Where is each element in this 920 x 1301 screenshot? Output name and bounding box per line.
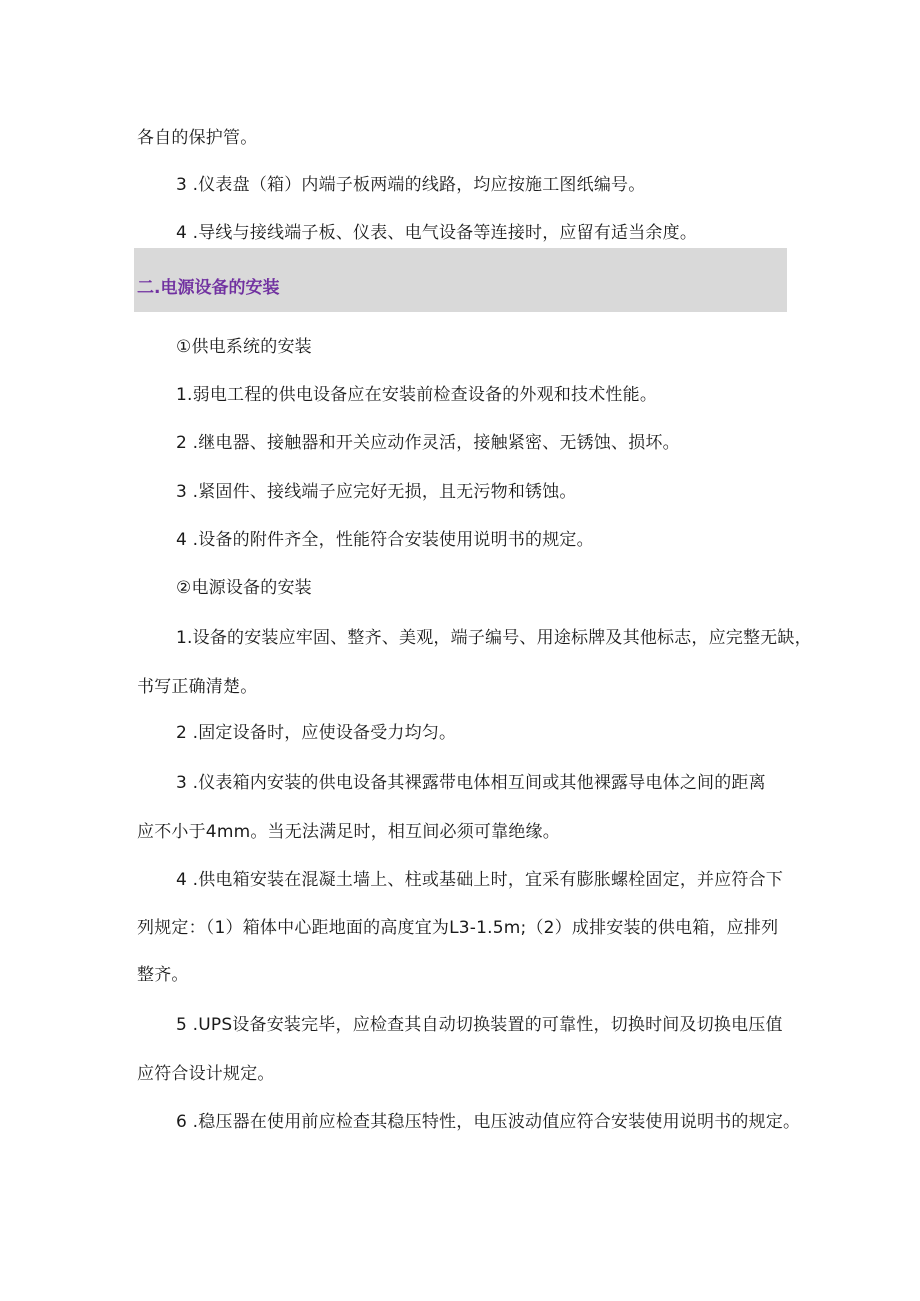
paragraph-line: 应符合设计规定。 xyxy=(137,1064,275,1084)
section-title: 二.电源设备的安装 xyxy=(137,278,280,298)
list-item: 3 .仪表盘（箱）内端子板两端的线路，均应按施工图纸编号。 xyxy=(176,175,646,195)
list-item: 3 .紧固件、接线端子应完好无损，且无污物和锈蚀。 xyxy=(176,482,577,502)
list-item: 4 .导线与接线端子板、仪表、电气设备等连接时，应留有适当余度。 xyxy=(176,223,698,243)
list-item: 6 .稳压器在使用前应检查其稳压特性，电压波动值应符合安装使用说明书的规定。 xyxy=(176,1112,801,1132)
list-item: 1.弱电工程的供电设备应在安装前检查设备的外观和技术性能。 xyxy=(176,385,658,405)
list-item: 1.设备的安装应牢固、整齐、美观，端子编号、用途标牌及其他标志，应完整无缺， xyxy=(176,628,812,648)
list-item: 4 .设备的附件齐全，性能符合安装使用说明书的规定。 xyxy=(176,530,594,550)
list-item: 5 .UPS设备安装完毕，应检查其自动切换装置的可靠性，切换时间及切换电压值 xyxy=(176,1015,783,1035)
list-item: 4 .供电箱安装在混凝土墙上、柱或基础上时，宜采有膨胀螺栓固定，并应符合下 xyxy=(176,870,784,890)
paragraph-line: 书写正确清楚。 xyxy=(137,677,258,697)
list-item: 3 .仪表箱内安装的供电设备其裸露带电体相互间或其他裸露导电体之间的距离 xyxy=(176,773,766,793)
paragraph-line: 应不小于4mm。当无法满足时，相互间必须可靠绝缘。 xyxy=(137,822,560,842)
list-item: 2 .固定设备时，应使设备受力均匀。 xyxy=(176,723,457,743)
subheading: ②电源设备的安装 xyxy=(176,578,312,598)
paragraph-line: 各自的保护管。 xyxy=(137,128,258,148)
paragraph-line: 列规定：（1）箱体中心距地面的高度宜为L3-1.5m;（2）成排安装的供电箱，应排列 xyxy=(137,918,779,938)
list-item: 2 .继电器、接触器和开关应动作灵活，接触紧密、无锈蚀、损坏。 xyxy=(176,433,680,453)
paragraph-line: 整齐。 xyxy=(137,965,189,985)
subheading: ①供电系统的安装 xyxy=(176,337,312,357)
